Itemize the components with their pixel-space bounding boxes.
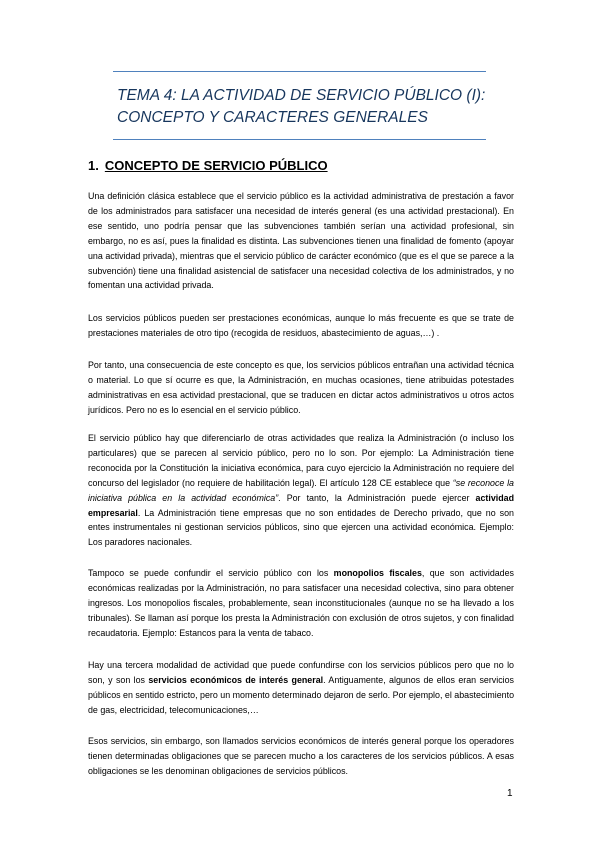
paragraph-general-interest-services	[88, 658, 514, 718]
p4-bold-term: actividad empresarial	[88, 492, 515, 518]
p4-text-a: El servicio público hay que diferenciarlo de otras actividades que realiza la Administración (o incluso los particulares) que se parecen al servicio público, pero no lo son. Por ejemplo: La Administración tiene reconocida por la Constitución la iniciativa económica, para cuyo ejercicio la Administración no requiere del concurso del legislador (no requiere de habilitación legal). El artículo 128 CE establece que	[88, 433, 514, 488]
paragraph-fiscal-monopolies	[88, 566, 514, 641]
section-number: 1.	[88, 158, 99, 173]
p6-text-a: Hay una tercera modalidad de actividad que puede confundirse con los servicios públicos pero que no lo son, y son los	[88, 660, 514, 685]
p6-bold-term: servicios económicos de interés general	[148, 674, 324, 685]
paragraph-consequence: Por tanto, una consecuencia de este concepto es que, los servicios públicos entrañan una actividad técnica o material. Lo que sí ocurre es que, la Administración, en muchas ocasiones, tiene atribuidas potestades administrativas en esa actividad prestacional, que se traducen en dictar actos administrativos u otros actos jurídicos. Pero no es lo esencial en el servicio público.	[88, 360, 514, 415]
paragraph-definition: Una definición clásica establece que el servicio público es la actividad administrativa de prestación a favor de los administrados para satisfacer una necesidad de interés general (es una actividad prestacional). En ese sentido, uno podría pensar que las subvenciones también serían una actividad profesional, sin embargo, no es así, pues la finalidad es distinta. Las subvenciones tienen una finalidad de fomento (apoyar una actividad privada), mientras que el servicio público de carácter económico (que es el que se parece a la subvención) tiene una finalidad asistencial de satisfacer una necesidad colectiva de los administrados, y no fomentan una actividad privada.	[88, 191, 514, 291]
p4-text-c: . La Administración tiene empresas que no son entidades de Derecho privado, que no son entes instrumentales ni gestionan servicios públicos, sino que ejercen una actividad económica. Ejemplo: Los paradores nacionales.	[88, 507, 514, 548]
p4-quote: “se reconoce la iniciativa pública en la actividad económica”	[88, 477, 514, 503]
paragraph-obligations: Esos servicios, sin embargo, son llamados servicios económicos de interés general porque los operadores tienen determinadas obligaciones que se parecen mucho a los caracteres de los servicios públicos. A esas obligaciones se les denominan obligaciones de servicios públicos.	[88, 736, 514, 776]
title-top-rule	[113, 71, 486, 72]
document-title-line-1: TEMA 4: LA ACTIVIDAD DE SERVICIO PÚBLICO (I):	[117, 87, 486, 104]
paragraph-economic-initiative	[88, 431, 514, 550]
p6-text-b: . Antiguamente, algunos de ellos eran servicios públicos en sentido estricto, pero un momento determinado dejaron de serlo. Por ejemplo, el abastecimiento de gas, electricidad, telecomunicaciones,…	[88, 674, 514, 715]
p5-text-a: Tampoco se puede confundir el servicio público con los	[88, 568, 334, 578]
document-title-line-2: CONCEPTO Y CARACTERES GENERALES	[117, 109, 428, 126]
p5-text-b: , que son actividades económicas realizadas por la Administración, no para satisfacer una necesidad colectiva, sino para obtener ingresos. Los monopolios fiscales, probablemente, sean inconstitucionales (aunque no se ha llevado a los tribunales). Se llaman así porque los presta la Administración con exclusión de otros sujetos, y con finalidad recaudatoria. Ejemplo: Estancos para la venta de tabaco.	[88, 568, 514, 638]
paragraph-types: Los servicios públicos pueden ser prestaciones económicas, aunque lo más frecuente es que se trate de prestaciones materiales de otro tipo (recogida de residuos, abastecimiento de aguas,…) .	[88, 313, 514, 338]
title-bottom-rule	[113, 139, 486, 140]
section-heading	[88, 158, 328, 173]
page-number: 1	[507, 788, 513, 799]
p4-text-b: . Por tanto, la Administración puede ejercer	[278, 492, 476, 503]
p5-bold-term: monopolios fiscales	[333, 568, 422, 578]
section-heading-text: CONCEPTO DE SERVICIO PÚBLICO	[104, 158, 328, 173]
